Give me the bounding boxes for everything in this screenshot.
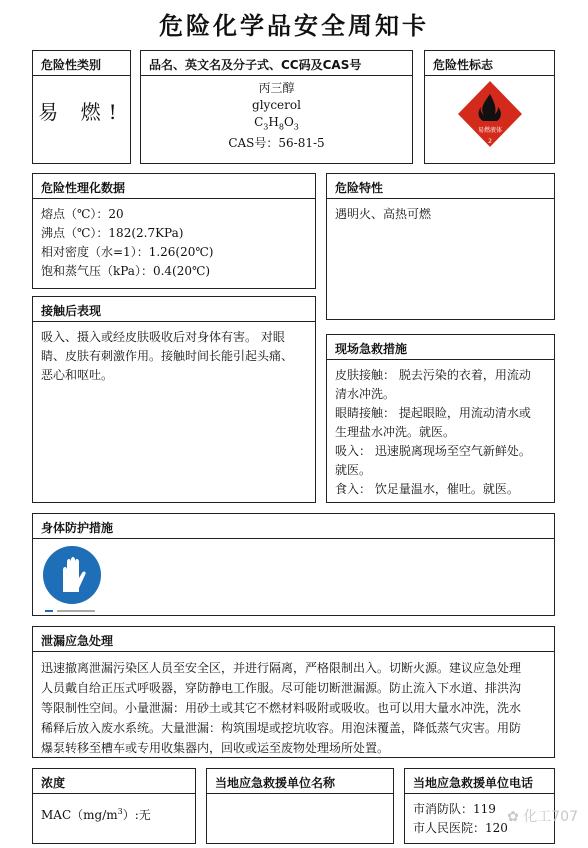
physchem-header: 危险性理化数据: [33, 174, 315, 199]
concentration-header: 浓度: [33, 769, 195, 794]
local-phone-header: 当地应急救援单位电话: [405, 769, 554, 794]
exposure-line: 恶心和呕吐。: [41, 368, 114, 382]
first-aid-box: [326, 334, 555, 503]
hazard-class-box: [32, 50, 131, 164]
leak-line: 人员戴自给正压式呼吸器，穿防静电工作服。尽可能切断泄漏源。防止流入下水道、排洪沟: [41, 681, 522, 695]
hazard-sign-box: [424, 50, 555, 164]
hazard-sign-header: 危险性标志: [425, 51, 554, 76]
chemical-name-en: glycerol: [252, 98, 301, 112]
hazard-props-box: [326, 173, 555, 320]
first-aid-line: 生理盐水冲洗。就医。: [335, 425, 456, 439]
hazard-props-header: 危险特性: [327, 174, 554, 199]
first-aid-line: 眼睛接触： 提起眼睑，用流动清水或: [335, 406, 531, 420]
boiling-point: 沸点（℃）：182(2.7KPa): [41, 226, 184, 240]
local-unit-box: [206, 768, 394, 844]
leak-line: 迅速撤离泄漏污染区人员至安全区，并进行隔离，严格限制出入。切断火源。建议应急处理: [41, 661, 522, 675]
leak-line: 稀释后放入废水系统。大量泄漏：构筑围堤或挖坑收容。用泡沫覆盖，降低蒸气灾害。用防: [41, 721, 522, 735]
leak-line: 等限制性空间。小量泄漏：用砂土或其它不燃材料吸附或吸收。也可以用大量水冲洗，洗水: [41, 701, 522, 715]
first-aid-line: 食入： 饮足量温水，催吐。就医。: [335, 482, 519, 496]
hazard-class-value: 易 燃!: [38, 100, 125, 124]
exposure-box: [32, 296, 316, 503]
leak-line: 爆泵转移至槽车或专用收集器内，回收或运至废物处理场所处置。: [41, 741, 390, 755]
first-aid-line: 吸入： 迅速脱离现场至空气新鲜处。: [335, 444, 531, 458]
molecular-formula: $C_3H_8O_3$: [254, 115, 299, 132]
relative-density: 相对密度（水=1）：1.26(20℃): [41, 245, 214, 259]
cas-number: CAS号：56-81-5: [228, 136, 325, 151]
first-aid-line: 就医。: [335, 463, 372, 477]
exposure-line: 睛、皮肤有刺激作用。接触时间长能引起头痛、: [41, 349, 294, 363]
hazard-sign-number: 2: [488, 138, 492, 145]
physchem-box: [32, 173, 316, 289]
hospital-phone: 市人民医院：120: [413, 821, 508, 835]
leak-box: [32, 626, 555, 758]
first-aid-line: 清水冲洗。: [335, 387, 396, 401]
mac-value: $MAC(mg/m^3)$:无: [41, 807, 151, 822]
first-aid-header: 现场急救措施: [327, 335, 554, 360]
watermark-icon: ✿: [507, 809, 524, 825]
first-aid-line: 皮肤接触： 脱去污染的衣着，用流动: [335, 368, 531, 382]
flammable-liquid-diamond-icon: [425, 76, 556, 164]
leak-header: 泄漏应急处理: [33, 627, 554, 652]
gloves-required-icon: [41, 544, 105, 614]
hazard-class-header: 危险性类别: [33, 51, 130, 76]
exposure-header: 接触后表现: [33, 297, 315, 322]
vapor-pressure: 饱和蒸气压（kPa）：0.4(20℃): [41, 264, 211, 278]
protection-header: 身体防护措施: [33, 514, 554, 539]
concentration-box: [32, 768, 196, 844]
identity-box: [140, 50, 413, 164]
card-title: 危险化学品安全周知卡: [159, 12, 429, 40]
melting-point: 熔点（℃）：20: [41, 207, 124, 221]
hazard-sign-text: 易燃液体: [477, 127, 503, 134]
fire-brigade-phone: 市消防队：119: [413, 802, 496, 816]
chemical-name-cn: 丙三醇: [258, 81, 295, 95]
identity-header: 品名、英文名及分子式、CC码及CAS号: [141, 51, 412, 76]
protection-box: [32, 513, 555, 616]
watermark: ✿ 化工707: [507, 809, 578, 825]
exposure-line: 吸入、摄入或经皮肤吸收后对身体有害。 对眼: [41, 330, 285, 344]
hazard-props-text: 遇明火、高热可燃: [335, 207, 432, 221]
local-unit-header: 当地应急救援单位名称: [207, 769, 393, 794]
